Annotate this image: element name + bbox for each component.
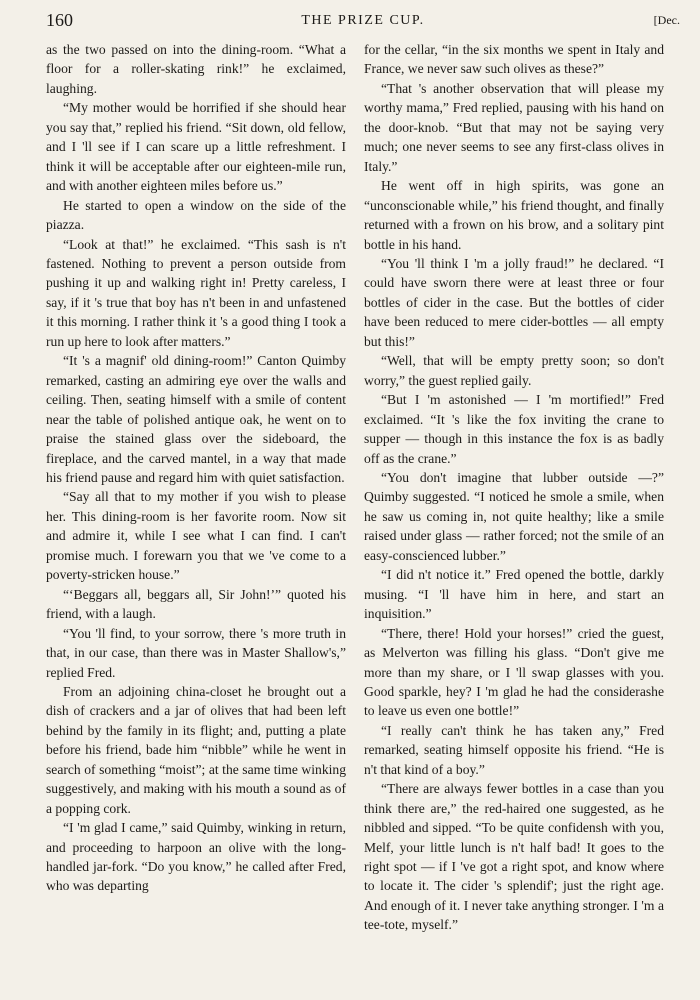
paragraph: “Well, that will be empty pretty soon; so don't worry,” the guest replied gaily. xyxy=(364,353,664,388)
month-abbrev: [Dec. xyxy=(653,13,680,27)
page-number: 160 xyxy=(46,10,73,30)
paragraph: as the two passed on into the dining-room. “What a floor for a roller-skating rink!” he exclaimed, laughing. xyxy=(46,42,346,96)
paragraph: “You don't imagine that lubber outside —?” Quimby suggested. “I noticed he smole a smile, when he saw us coming in, not quite healthy; like a smile raised under glass — rather forced; not the smile of an easy-conscienced lubber.” xyxy=(364,469,664,563)
paragraph: “It 's a magnif' old dining-room!” Canton Quimby remarked, casting an admiring eye over the walls and ceiling. Then, seating himself with a smile of content near the table of polished antique oak, he went on to praise the stained glass over the sideboard, the fireplace, and the carved mantel, in a way that made his friend pause and regard him with quiet satisfaction. xyxy=(46,353,346,485)
right-column xyxy=(364,40,664,935)
paragraph: “There are always fewer bottles in a case than you think there are,” the red-haired one suggested, as he nibbled and sipped. “To be quite confidensh with you, Melf, your little lunch is n't half bad! It goes to the right spot — if I 've got a right spot, and know where to locate it. The cider 's splendif'; just the right age. And enough of it. I never take anything stronger. I 'm a tee-tote, myself.” xyxy=(364,781,664,933)
paragraph: for the cellar, “in the six months we spent in Italy and France, we never saw such olives as these?” xyxy=(364,42,664,77)
paragraph: “You 'll think I 'm a jolly fraud!” he declared. “I could have sworn there were at least three or four bottles of cider in the case. But the bottles of cider have been reduced to mere cider-bottles — all empty but this!” xyxy=(364,255,664,349)
paragraph: “I really can't think he has taken any,” Fred remarked, seating himself opposite his friend. “He is n't that kind of a boy.” xyxy=(364,722,664,777)
paragraph: “‘Beggars all, beggars all, Sir John!’” quoted his friend, with a laugh. xyxy=(46,586,346,622)
paragraph: “I 'm glad I came,” said Quimby, winking in return, and proceeding to harpoon an olive with the long-handled jar-fork. “Do you know,” he called after Fred, who was departing xyxy=(46,820,346,894)
page-header xyxy=(46,10,680,32)
paragraph: “My mother would be horrified if she should hear you say that,” replied his friend. “Sit down, old fellow, and I 'll see if I can scare up a little refreshment. I think it will be acceptable after our eighteen-mile run, and with another eighteen miles before us.” xyxy=(46,100,346,194)
paragraph: “You 'll find, to your sorrow, there 's more truth in that, in our case, than there was in Master Shallow's,” replied Fred. xyxy=(46,625,346,680)
paragraph: “That 's another observation that will please my worthy mama,” Fred replied, pausing with his hand on the door-knob. “But that may not be saying very much; one never seems to see any first-class olives in Italy.” xyxy=(364,80,664,174)
paragraph: From an adjoining china-closet he brought out a dish of crackers and a jar of olives that had been left behind by the family in its flight; and, putting a plate before his friend, bade him “nibble” while he went in search of something “moist”; at the same time winking suggestively, and making with his mouth a sound as of a popping cork. xyxy=(46,683,346,816)
running-title: THE PRIZE CUP. xyxy=(301,13,425,28)
paragraph: He started to open a window on the side of the piazza. xyxy=(46,197,346,233)
paragraph: “There, there! Hold your horses!” cried the guest, as Melverton was filling his glass. “Don't give me more than my share, or I 'll swap glasses with you. Good sparkle, hey? I 'm glad he had the considerashe to leave us even one bottle!” xyxy=(364,625,664,719)
paragraph: “Say all that to my mother if you wish to please her. This dining-room is her favorite room. Now sit and admire it, while I see what I can find. I can't promise much. I forewarn you that we 've come to a poverty-stricken house.” xyxy=(46,489,346,583)
paragraph: “Look at that!” he exclaimed. “This sash is n't fastened. Nothing to prevent a person outside from pushing it up and walking right in! Pretty careless, I say, if it 's true that boy has n't been in and unfastened it this morning. I rather think it 's a good thing I took a run up here to look after matters.” xyxy=(46,236,346,349)
paragraph: He went off in high spirits, was gone an “unconscionable while,” his friend thought, and finally returned with a frown on his brow, and a solitary pint bottle in his hand. xyxy=(364,178,664,252)
paragraph: “But I 'm astonished — I 'm mortified!” Fred exclaimed. “It 's like the fox inviting the crane to supper — though in this instance the fox is as badly off as the crane.” xyxy=(364,392,664,466)
left-column xyxy=(46,40,346,896)
paragraph: “I did n't notice it.” Fred opened the bottle, darkly musing. “I 'll have him in here, and start an inquisition.” xyxy=(364,567,664,622)
